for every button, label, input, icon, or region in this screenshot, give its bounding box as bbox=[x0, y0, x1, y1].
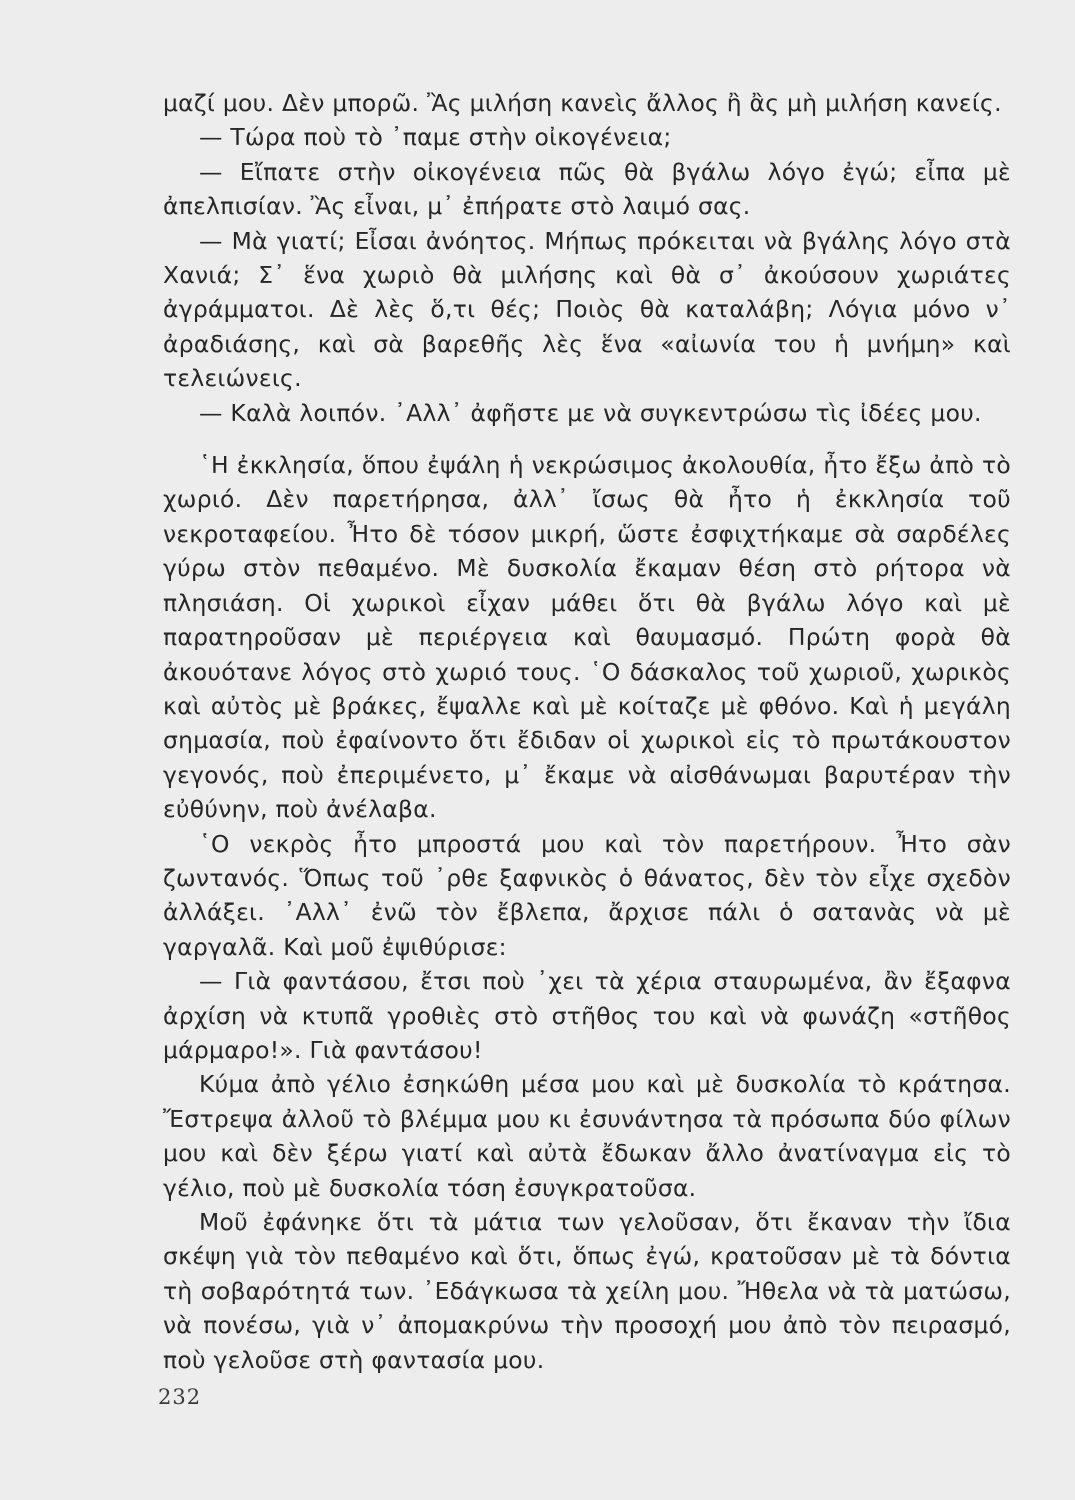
paragraph: — Τώρα ποὺ τὸ ᾿παμε στὴν οἰκογένεια; bbox=[199, 123, 672, 152]
paragraph: — Εἴπατε στὴν οἰκογένεια πῶς θὰ βγάλω λόγο ἐγώ; εἶπα μὲ ἀπελπισίαν. Ἂς εἶναι, μ᾿ ἐπήρατε στὸ λαιμό σας. bbox=[163, 157, 1011, 221]
paragraph: — Γιὰ φαντάσου, ἔτσι ποὺ ᾿χει τὰ χέρια σταυρωμένα, ἂν ἔξαφνα ἀρχίση νὰ κτυπᾶ γροθιὲς στὸ στῆθος του καὶ νὰ φωνάζη «στῆθος μάρμαρο!». Γιὰ φαντάσου! bbox=[163, 967, 1011, 1064]
body-text bbox=[163, 86, 1011, 1377]
paragraph: — Μὰ γιατί; Εἶσαι ἀνόητος. Μήπως πρόκειται νὰ βγάλης λόγο στὰ Χανιά; Σ᾿ ἕνα χωριὸ θὰ μιλήσης καὶ θὰ σ᾿ ἀκούσουν χωριάτες ἀγράμματοι. Δὲ λὲς ὅ,τι θές; Ποιὸς θὰ καταλάβη; Λόγια μόνο ν᾿ ἀραδιάσης, καὶ σὰ βαρεθῆς λὲς ἕνα «αἰωνία του ἡ μνήμη» καὶ τελειώνεις. bbox=[163, 226, 1011, 393]
paragraph: — Καλὰ λοιπόν. ᾿Αλλ᾿ ἀφῆστε με νὰ συγκεντρώσω τὶς ἰδέες μου. bbox=[199, 398, 982, 427]
paragraph: Μοῦ ἐφάνηκε ὅτι τὰ μάτια των γελοῦσαν, ὅτι ἔκαναν τὴν ἴδια σκέψη γιὰ τὸν πεθαμένο καὶ ὅτι, ὅπως ἐγώ, κρατοῦσαν μὲ τὰ δόντια τὴ σοβαρότητά των. ᾿Εδάγκωσα τὰ χείλη μου. Ἤθελα νὰ τὰ ματώσω, νὰ πονέσω, γιὰ ν᾿ ἀπομακρύνω τὴν προσοχή μου ἀπὸ τὸν πειρασμό, ποὺ γελοῦσε στὴ φαντασία μου. bbox=[163, 1208, 1011, 1374]
page-number: 232 bbox=[158, 1385, 202, 1409]
paragraph: ῾Η ἐκκλησία, ὅπου ἐψάλη ἡ νεκρώσιμος ἀκολουθία, ἦτο ἔξω ἀπὸ τὸ χωριό. Δὲν παρετήρησα, ἀλλ᾿ ἴσως θὰ ἦτο ἡ ἐκκλησία τοῦ νεκροταφείου. Ἦτο δὲ τόσον μικρή, ὥστε ἐσφιχτήκαμε σὰ σαρδέλες γύρω στὸν πεθαμένο. Μὲ δυσκολία ἔκαμαν θέση στὸ ρήτορα νὰ πλησιάση. Οἱ χωρικοὶ εἶχαν μάθει ὅτι θὰ βγάλω λόγο καὶ μὲ παρατηροῦσαν μὲ περιέργεια καὶ θαυμασμό. Πρώτη φορὰ θὰ ἀκουότανε λόγος στὸ χωριό τους. ῾Ο δάσκαλος τοῦ χωριοῦ, χωρικὸς καὶ αὐτὸς μὲ βράκες, ἔψαλλε καὶ μὲ κοίταζε μὲ φθόνο. Καὶ ἡ μεγάλη σημασία, ποὺ ἐφαίνοντο ὅτι ἔδιδαν οἱ χωρικοὶ εἰς τὸ πρωτάκουστον γεγονός, ποὺ ἐπεριμένετο, μ᾿ ἔκαμε νὰ αἰσθάνωμαι βαρυτέραν τὴν εὐθύνην, ποὺ ἀνέλαβα. bbox=[163, 451, 1011, 824]
paragraph: μαζί μου. Δὲν μπορῶ. Ἂς μιλήση κανεὶς ἄλλος ἢ ἂς μὴ μιλήση κανείς. bbox=[163, 89, 1002, 117]
paragraph: Κύμα ἀπὸ γέλιο ἐσηκώθη μέσα μου καὶ μὲ δυσκολία τὸ κράτησα. Ἔστρεψα ἀλλοῦ τὸ βλέμμα μου κι ἐσυνάντησα τὰ πρόσωπα δύο φίλων μου καὶ δὲν ξέρω γιατί καὶ αὐτὰ ἔδωκαν ἄλλο ἀνατίναγμα εἰς τὸ γέλιο, ποὺ μὲ δυσκολία τόση ἐσυγκρατοῦσα. bbox=[163, 1070, 1011, 1202]
paragraph: ῾Ο νεκρὸς ἦτο μπροστά μου καὶ τὸν παρετήρουν. Ἦτο σὰν ζωντανός. Ὅπως τοῦ ᾿ρθε ξαφνικὸς ὁ θάνατος, δὲν τὸν εἶχε σχεδὸν ἀλλάξει. ᾿Αλλ᾿ ἐνῶ τὸν ἔβλεπα, ἄρχισε πάλι ὁ σατανὰς νὰ μὲ γαργαλᾶ. Καὶ μοῦ ἐψιθύρισε: bbox=[163, 829, 1011, 961]
